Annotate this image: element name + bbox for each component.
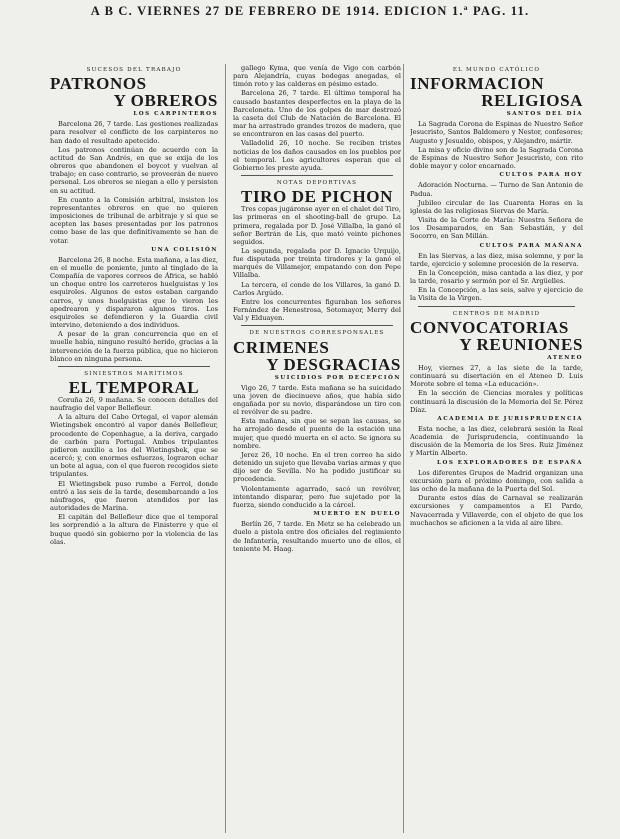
article-paragraph: Jubileo circular de las Cuarenta Horas en la iglesia de las religiosas Siervas de María. <box>410 198 583 215</box>
article-paragraph: Vigo 26, 7 tarde. Esta mañana se ha suicidado una joven de diecinueve años, que había sido engañada por su novio, disparándose un tiro con el revólver de su padre. <box>233 383 401 417</box>
subheading: LOS CARPINTEROS <box>133 111 218 118</box>
headline: Y REUNIONES <box>459 334 583 354</box>
article-paragraph: gallego Kyma, que venía de Vigo con carbón para Alejandría, cuyas bodegas anegadas, el timón roto y las calderas en pésimo estado. <box>233 64 401 89</box>
article-paragraph: Valladolid 26, 10 noche. Se reciben tristes noticias de los daños causados en los pueblos por el temporal. Los agricultores esperan que el Gobierno les preste ayuda. <box>233 139 401 172</box>
article-paragraph: Visita de la Corte de María: Nuestra Señora de los Desamparados, en San Sebastián, y del Socorro, en San Millán. <box>410 216 583 241</box>
column-right <box>410 64 583 835</box>
headline: CONVOCATORIAS <box>410 317 569 337</box>
headline: Y OBREROS <box>113 91 218 111</box>
section-kicker: SINIESTROS MARÍTIMOS <box>84 370 184 377</box>
headline: INFORMACION <box>410 74 545 94</box>
article-paragraph: Durante estos días de Carnaval se realizarán excursiones y campamentos a El Pardo, Navacerrada y Villaverde, con el objeto de que los muchachos se aficionen a la vida al aire libre. <box>410 494 583 527</box>
article-paragraph: Barcelona 26, 8 noche. Esta mañana, a las diez, en el muelle de poniente, junto al tinglado de la Compañía de vapores correos de África, se habló un choque entre los carreteros huelguistas y los esquiroles. Algunos de estos estaban cargando carros, y unos huelguistas que lo vieron les apedrearon y dispararon algunos tiros. Los esquiroles se defendieron y la Guardia civil intervino, deteniendo a dos individuos. <box>50 255 218 330</box>
article-paragraph: Esta mañana, sin que se sepan las causas, se ha arrojado desde el puente de la estación una mujer, que quedó muerta en el acto. Se ignora su nombre. <box>233 417 401 450</box>
article-paragraph: En la Concepción, a las seis, salve y ejercicio de la Visita de la Virgen. <box>410 286 583 303</box>
subheading: SANTOS DEL DÍA <box>506 111 583 118</box>
column-left <box>50 64 218 835</box>
article-paragraph: Hoy, viernes 27, a las siete de la tarde, continuará su disertación en el Ateneo D. Luis Morote sobre el tema «La educación». <box>410 363 583 389</box>
subheading: UNA COLISIÓN <box>151 246 218 253</box>
article-paragraph: Adoración Nocturna. — Turno de San Antonio de Padua. <box>410 181 583 198</box>
article-paragraph: Los diferentes Grupos de Madrid organizan una excursión para el próximo domingo, con salida a las ocho de la mañana de la Puerta del Sol. <box>410 468 583 494</box>
headline: RELIGIOSA <box>481 91 583 111</box>
article-paragraph: Los patronos continúan de acuerdo con la actitud de San Andrés, en que se exija de los obreros que abandonen el boycot y vuelvan al trabajo; en caso contrario, se proveerán de nuevo personal. Los obreros se niegan a ello y persisten en su actitud. <box>50 145 218 195</box>
article-paragraph: Barcelona 26, 7 tarde. Las gestiones realizadas para resolver el conflicto de los carpinteros no han dado el resultado apetecido. <box>50 120 218 145</box>
article-divider <box>58 366 210 367</box>
article-paragraph: Entre los concurrentes figuraban los señores Fernández de Henestrosa, Sotomayor, Merry del Val y Elduayen. <box>233 297 401 323</box>
article-paragraph: Jerez 26, 10 noche. En el tren correo ha sido detenido un sujeto que llevaba varias armas y que dijo ser de Sevilla. No ha podido justificar su procedencia. <box>233 450 401 484</box>
subheading: CULTOS PARA HOY <box>499 172 583 179</box>
article-paragraph: El capitán del Bellefleur dice que el temporal les sorprendió a la altura de Finisterre y que el buque quedó sin gobierno por la violencia de las olas. <box>50 513 218 546</box>
article-paragraph: En cuanto a la Comisión arbitral, insisten los representantes obreros en que no quieren imposiciones de tribunal de arbitraje y sí que se acepten las bases presentadas por los patronos como base de las que definitivamente se han de votar. <box>50 195 218 245</box>
article-paragraph: Esta noche, a las diez, celebrará sesión la Real Academia de Jurisprudencia, continuando la discusión de la Memoria de los Sres. Ruiz Jiménez y Martín Alberto. <box>410 425 583 458</box>
page-masthead: A B C. VIERNES 27 DE FEBRERO DE 1914. EDICION 1.ª PAG. 11. <box>90 4 530 18</box>
article-paragraph: La tercera, el conde de los Villares, la ganó D. Carlos Argúdo. <box>233 280 401 297</box>
article-divider <box>241 175 393 176</box>
headline: PATRONOS <box>50 74 147 94</box>
headline: TIRO DE PICHON <box>241 187 393 207</box>
article-paragraph: Tres copas jugáronse ayer en el chalet del Tiro, las primeras en el shooting-ball de grupo. La primera, regalada por D. José Villalba, la ganó el señor Bertrán de Lis, que mató veinte pichones seguidos. <box>233 205 401 246</box>
section-kicker: CENTROS DE MADRID <box>452 310 541 317</box>
article-paragraph: La segunda, regalada por D. Ignacio Urquijo, fue disputada por treinta tiradores y la ganó el marqués de Villamejor, empatando con don Pepe Villalba. <box>233 246 401 280</box>
subheading: CULTOS PARA MAÑANA <box>479 242 583 249</box>
headline: EL TEMPORAL <box>68 378 200 397</box>
subheading: ATENEO <box>547 354 583 361</box>
article-paragraph: Barcelona 26, 7 tarde. El último temporal ha causado bastantes desperfectos en la playa de la Barceloneta. Uno de los golpes de mar destrozó la caseta del Club de Natación de Barcelona. El mar ha arrastrado grandes trozos de madera, que se encontraron en las casas del puerto. <box>233 89 401 139</box>
subheading: MUERTO EN DUELO <box>313 511 401 518</box>
column-divider <box>225 64 226 833</box>
article-paragraph: En las Siervas, a las diez, misa solemne, y por la tarde, ejercicio y solemne procesión de la reserva. <box>410 251 583 268</box>
article-paragraph: Violentamente agarrado, sacó un revólver, intentando disparar, pero fue sujetado por la fuerza, siendo conducido a la cárcel. <box>233 484 401 509</box>
article-paragraph: El Wietingsbek puso rumbo a Ferrol, donde entró a las seis de la tarde, desembarcando a los náufragos, que fueron atendidos por las autoridades de Marina. <box>50 479 218 513</box>
subheading: LOS EXPLORADORES DE ESPAÑA <box>437 459 583 466</box>
subheading: SUICIDIOS POR DECEPCIÓN <box>274 374 401 381</box>
article-paragraph: A la altura del Cabo Ortegal, el vapor alemán Wietingsbek encontró al vapor danés Bellefleur, procedente de Copenhague, a la deriva, cargado de carbón para Portugal. Ambos tripulantes pidieron auxilio a los del Wietingsbek, que se acercó; y, con enormes esfuerzos, lograron echar un bote al agua, con el que fueron recogidos siete tripulantes. <box>50 413 218 479</box>
section-kicker: DE NUESTROS CORRESPONSALES <box>249 330 385 337</box>
section-kicker: SUCESOS DEL TRABAJO <box>86 67 182 73</box>
column-middle <box>233 64 401 835</box>
subheading: ACADEMIA DE JURISPRUDENCIA <box>437 415 583 422</box>
column-divider <box>403 64 404 833</box>
article-divider <box>418 306 575 307</box>
article-paragraph: La misa y oficio divino son de la Sagrada Corona de Espinas de Nuestro Señor Jesucristo, con rito doble mayor y color encarnado. <box>410 145 583 171</box>
article-divider <box>241 325 393 326</box>
headline: Y DESGRACIAS <box>266 354 401 374</box>
article-paragraph: A pesar de la gran concurrencia que en el muelle había, ninguno resultó herido, gracias a la intervención de la fuerza pública, que no hicieron blanco en ninguna persona. <box>50 330 218 363</box>
article-paragraph: Berlín 26, 7 tarde. En Metz se ha celebrado un duelo a pistola entre dos oficiales del regimiento de Infantería, resultando muerto uno de ellos, el teniente M. Haag. <box>233 520 401 553</box>
section-kicker: EL MUNDO CATÓLICO <box>452 67 541 73</box>
article-paragraph: En la sección de Ciencias morales y políticas continuará la discusión de la Memoria del Sr. Pérez Díaz. <box>410 389 583 414</box>
article-paragraph: La Sagrada Corona de Espinas de Nuestro Señor Jesucristo, Santos Baldomero y Nestor, confesores; Augusto y Jesualdo, obispos, y Alejandro, mártir. <box>410 120 583 145</box>
article-paragraph: En la Concepción, misa cantada a las diez, y por la tarde, rosario y sermón por el Sr. Argüelles. <box>410 268 583 286</box>
headline: CRIMENES <box>233 337 330 357</box>
article-paragraph: Coruña 26, 9 mañana. Se conocen detalles del naufragio del vapor Bellefleur. <box>50 396 218 413</box>
section-kicker: NOTAS DEPORTIVAS <box>276 180 358 187</box>
